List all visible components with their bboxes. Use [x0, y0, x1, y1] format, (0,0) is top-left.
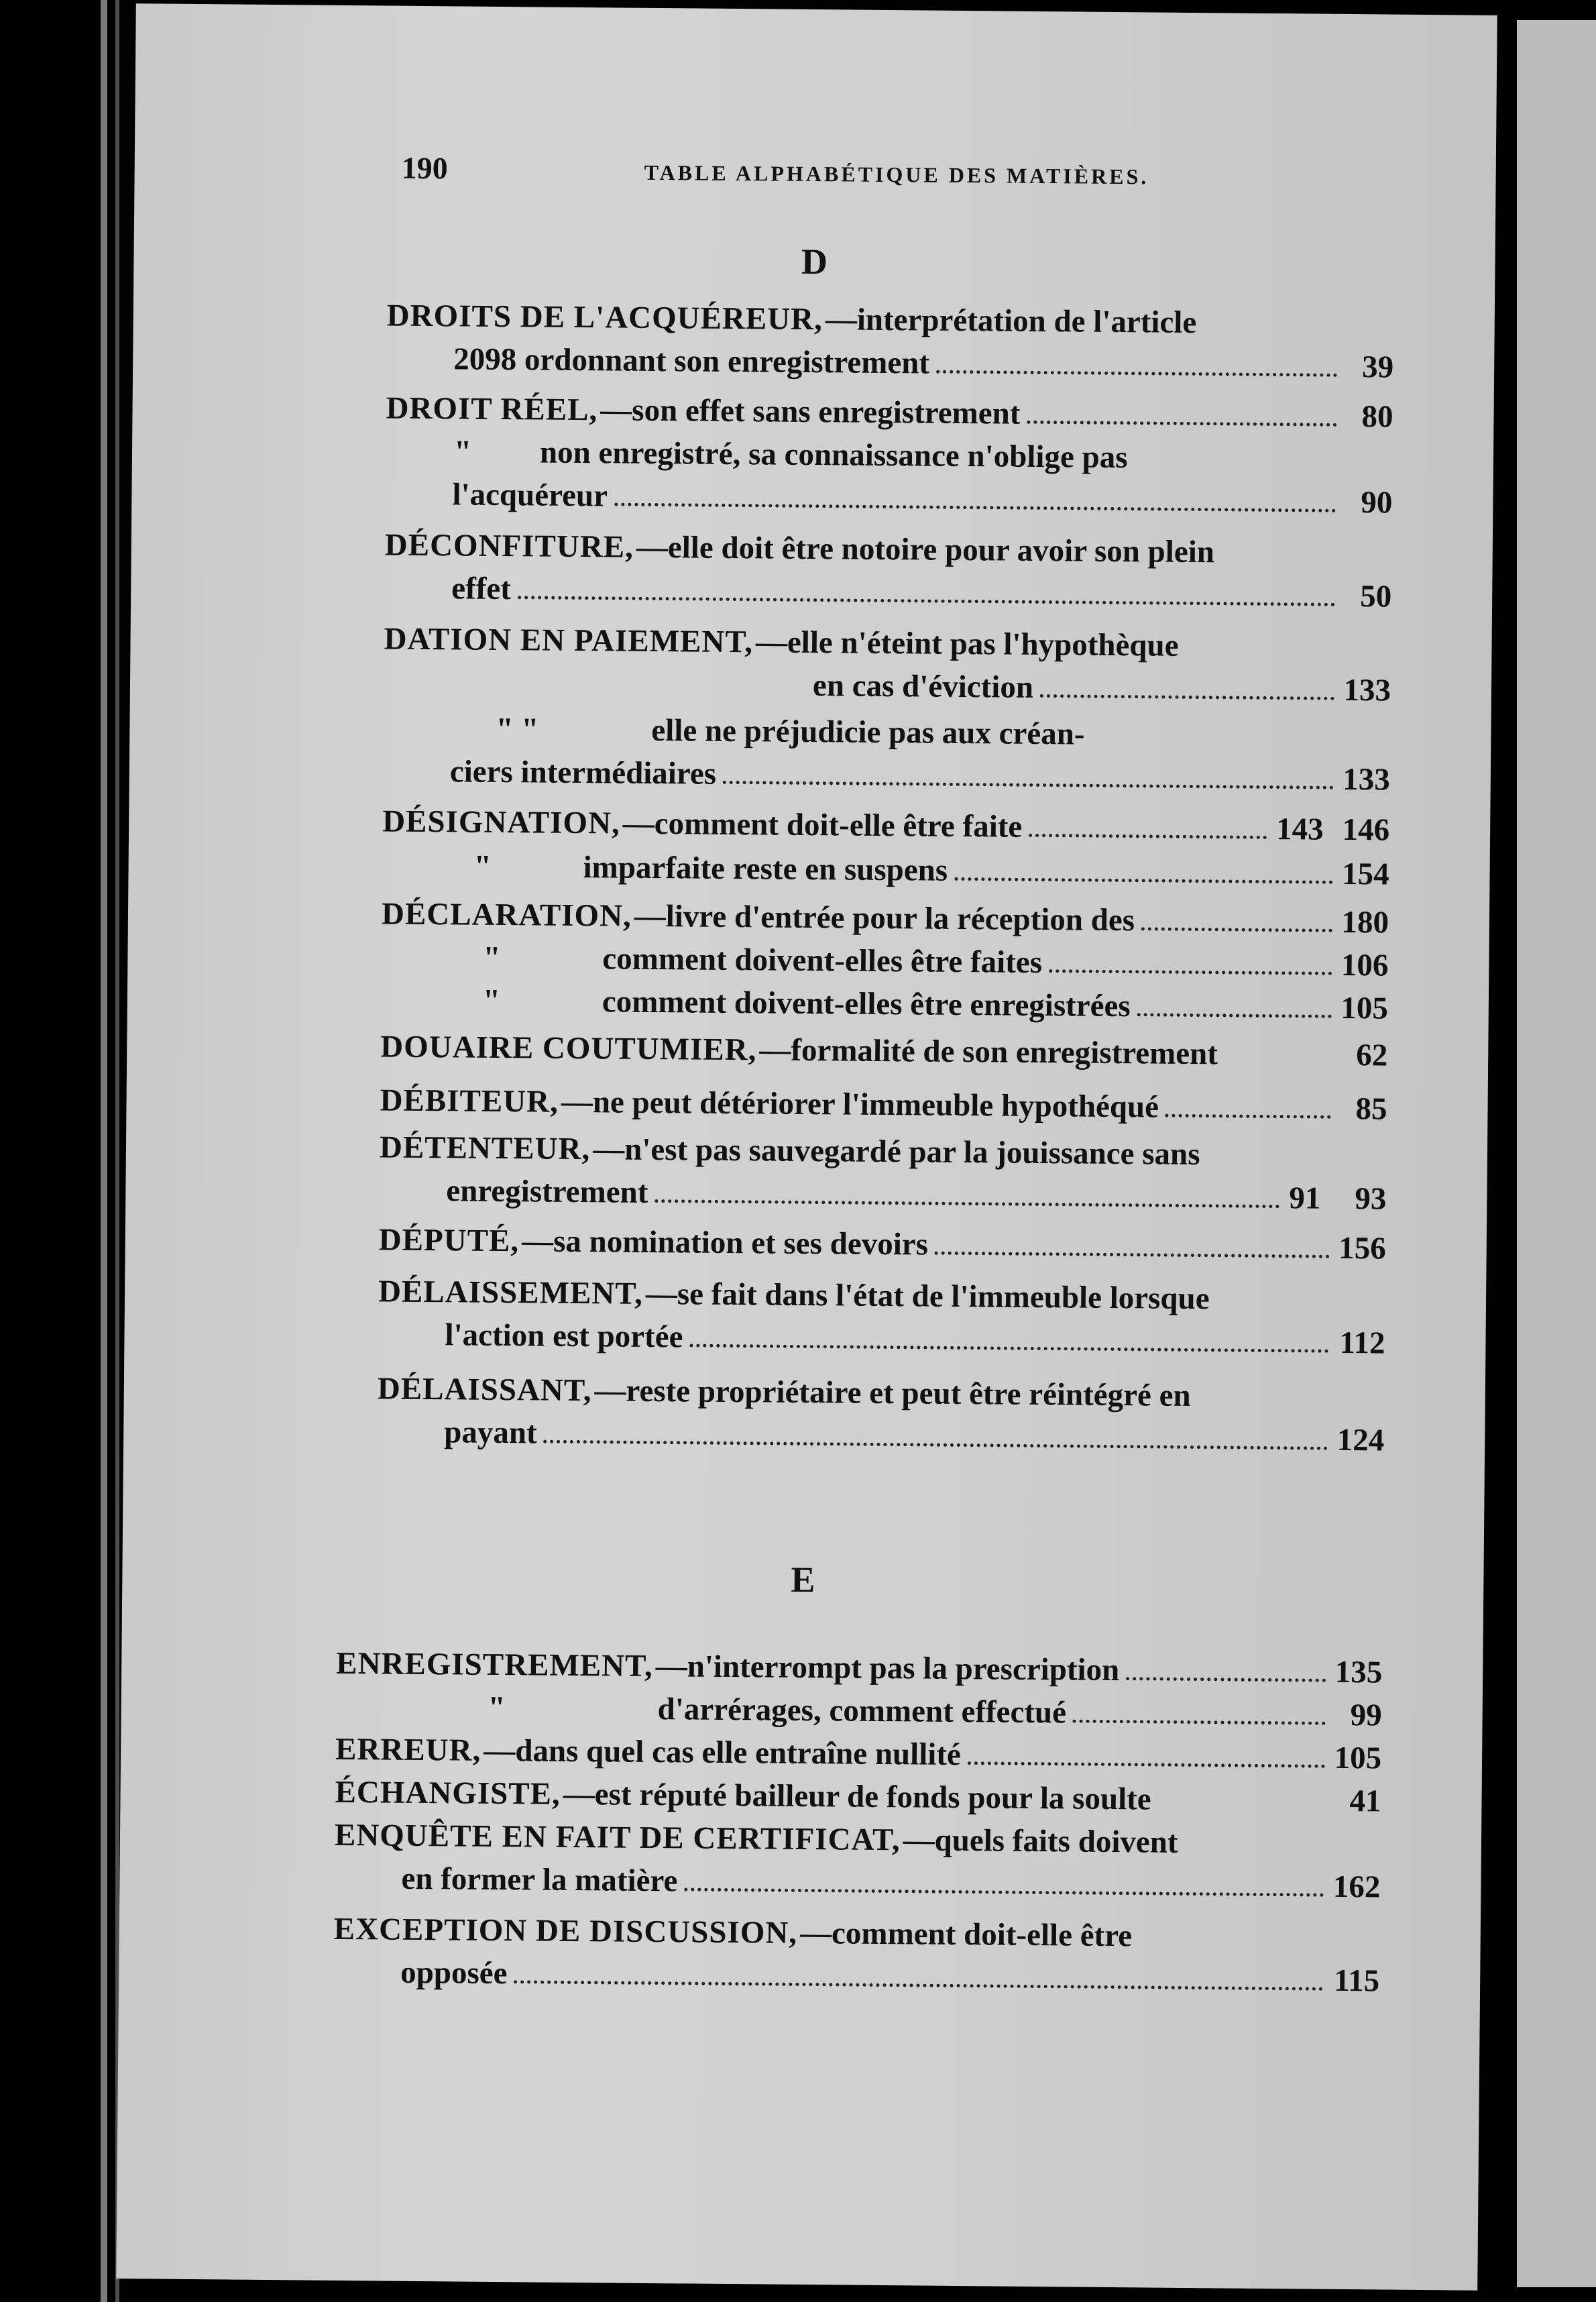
index-entry: DÉCLARATION, —livre d'entrée pour la réception des 180	[381, 896, 1389, 940]
index-entry: DOUAIRE COUTUMIER, —formalité de son enregistrement 62	[380, 1029, 1388, 1073]
section-letter-e: E	[791, 1559, 815, 1600]
running-title: TABLE ALPHABÉTIQUE DES MATIÈRES.	[644, 160, 1149, 189]
index-entry: " " elle ne préjudicie pas aux créan- ciers intermédiaires 133	[449, 711, 1391, 798]
index-entry: " imparfaite reste en suspens 154	[473, 848, 1389, 892]
index-entry: ENQUÊTE EN FAIT DE CERTIFICAT, —quels faits doivent en former la matière 162	[334, 1817, 1381, 1905]
index-entry: " non enregistré, sa connaissance n'oblige pas l'acquéreur 90	[452, 434, 1393, 520]
index-entry: DATION EN PAIEMENT, —elle n'éteint pas l'hypothèque en cas d'éviction 133	[384, 621, 1391, 708]
running-head	[134, 148, 1496, 207]
index-entry: DÉTENTEUR, —n'est pas sauvegardé par la jouissance sans enregistrement 91 93	[379, 1130, 1387, 1217]
index-entry: " comment doivent-elles être enregistrées 105	[482, 983, 1389, 1026]
page-number: 190	[401, 150, 448, 186]
film-frame-edge	[101, 0, 107, 2302]
index-entry: DÉSIGNATION, —comment doit-elle être faite 143 146	[382, 804, 1390, 848]
index-entry: DÉLAISSEMENT, —se fait dans l'état de l'immeuble lorsque l'action est portée 112	[378, 1274, 1385, 1361]
index-entry: DROIT RÉEL, —son effet sans enregistrement 80	[386, 390, 1393, 435]
index-entry: DÉLAISSANT, —reste propriétaire et peut être réintégré en payant 124	[377, 1371, 1385, 1458]
section-letter-d: D	[801, 241, 828, 282]
index-entry: DÉPUTÉ, —sa nomination et ses devoirs 156	[378, 1222, 1386, 1266]
index-entry: ERREUR, —dans quel cas elle entraîne nullité 105	[335, 1731, 1382, 1776]
index-entry: " d'arrérages, comment effectué 99	[488, 1690, 1382, 1733]
index-entry: EXCEPTION DE DISCUSSION, —comment doit-elle être opposée 115	[333, 1911, 1380, 1999]
index-entry: " comment doivent-elles être faites 106	[483, 940, 1389, 983]
index-entry: DROITS DE L'ACQUÉREUR, —interprétation de l'article 2098 ordonnant son enregistrement 39	[386, 298, 1394, 385]
index-entry: ENREGISTREMENT, —n'interrompt pas la prescription 135	[336, 1645, 1383, 1690]
adjacent-page-edge	[1517, 20, 1596, 2287]
index-entry: ÉCHANGISTE, —est réputé bailleur de fonds pour la soulte 41	[335, 1774, 1381, 1819]
index-entry: DÉBITEUR, —ne peut détériorer l'immeuble hypothéqué 85	[380, 1083, 1387, 1127]
index-page	[116, 3, 1497, 2291]
index-entry: DÉCONFITURE, —elle doit être notoire pour avoir son plein effet 50	[384, 527, 1392, 614]
